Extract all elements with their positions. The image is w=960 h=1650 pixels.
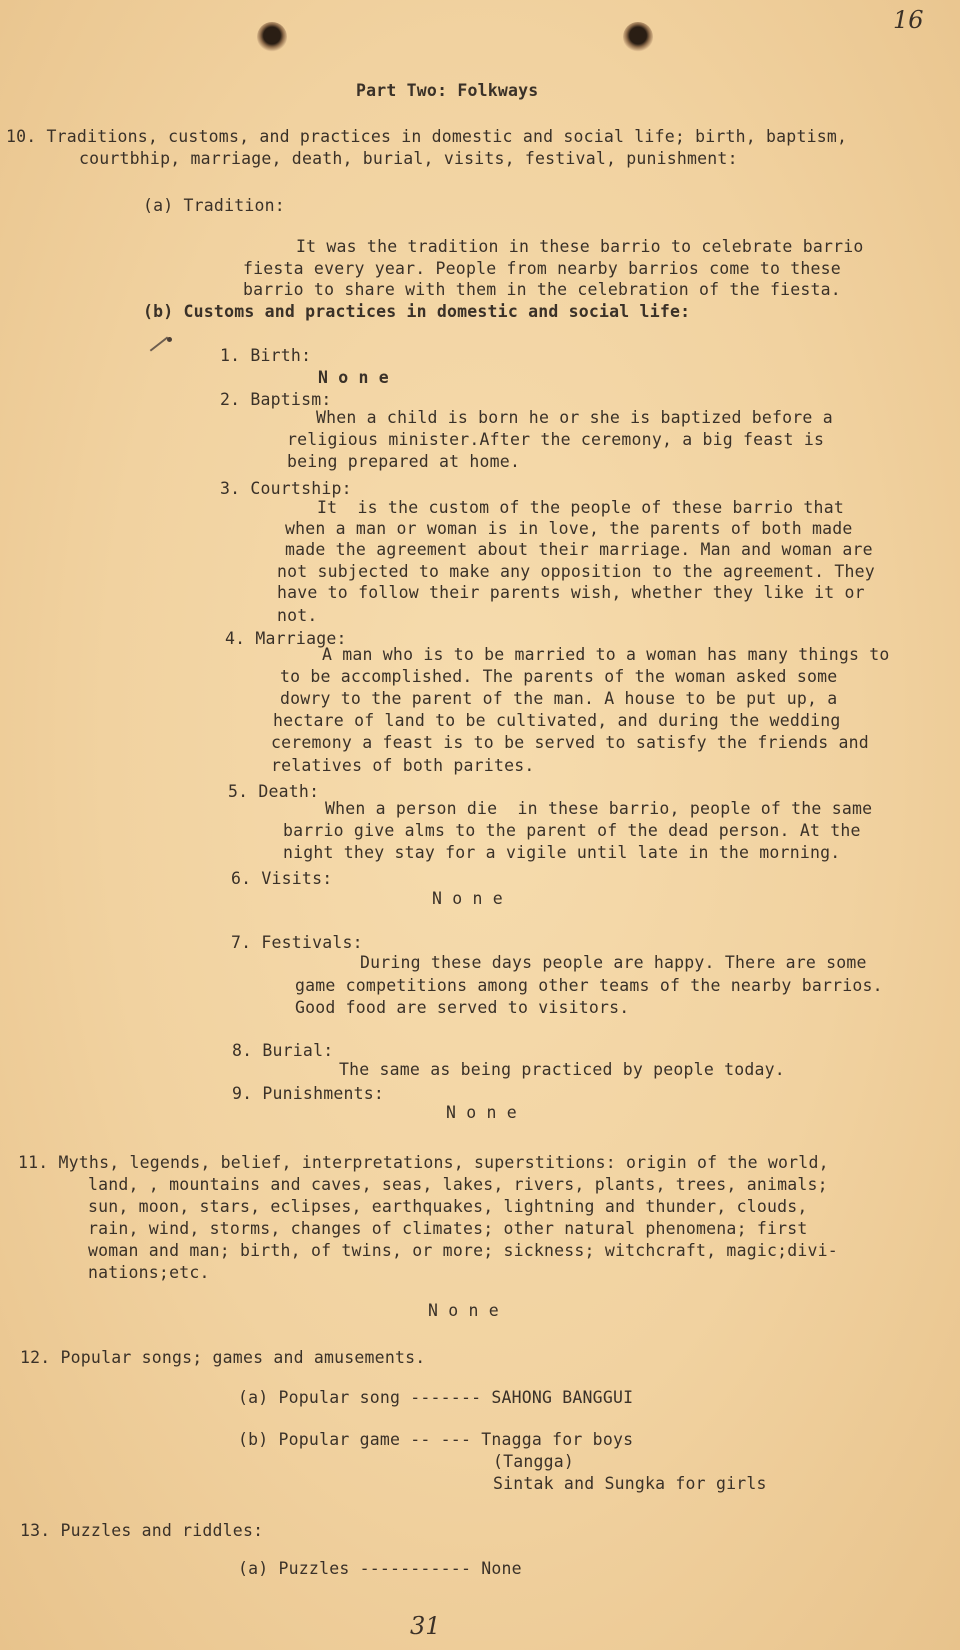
visits-label: 6. Visits: [231,869,333,888]
popular-song-line: (a) Popular song ------- SAHONG BANGGUI [238,1388,634,1407]
section-11-line: land, , mountains and caves, seas, lakes, rivers, plants, trees, animals; [88,1175,828,1194]
section-11-heading: 11. Myths, legends, belief, interpretations, superstitions: origin of the world, [18,1153,829,1172]
section-10-heading: 10. Traditions, customs, and practices in domestic and social life; birth, baptism, [6,127,848,146]
baptism-line: being prepared at home. [287,452,521,471]
section-11-answer: N o n e [428,1301,499,1320]
punishments-answer: N o n e [446,1103,517,1122]
baptism-label: 2. Baptism: [220,390,332,409]
section-11-line: rain, wind, storms, changes of climates; other natural phenomena; first [88,1219,808,1238]
section-11-line: nations;etc. [88,1263,210,1282]
marriage-line: ceremony a feast is to be served to satisfy the friends and [271,733,869,752]
tradition-line: barrio to share with them in the celebration of the fiesta. [243,280,841,299]
death-line: When a person die in these barrio, people of the same [325,799,873,818]
punch-hole-left [257,22,287,52]
baptism-line: When a child is born he or she is baptized before a [316,408,833,427]
festivals-line: game competitions among other teams of the nearby barrios. [295,976,883,995]
puzzles-line: (a) Puzzles ----------- None [238,1559,522,1578]
courtship-line: have to follow their parents wish, whether they like it or [277,583,865,602]
handwritten-page-number: 16 [893,6,924,34]
courtship-line: not. [277,606,318,625]
marriage-line: relatives of both parites. [271,756,535,775]
marriage-line: dowry to the parent of the man. A house to be put up, a [280,689,838,708]
burial-answer: The same as being practiced by people today. [339,1060,785,1079]
punishments-label: 9. Punishments: [232,1084,385,1103]
death-label: 5. Death: [228,782,320,801]
section-11-line: sun, moon, stars, eclipses, earthquakes, lightning and thunder, clouds, [88,1197,808,1216]
pencil-dot [167,337,172,342]
popular-game-line: (b) Popular game -- --- Tnagga for boys [238,1430,634,1449]
visits-answer: N o n e [432,889,503,908]
courtship-line: made the agreement about their marriage. Man and woman are [285,540,873,559]
tradition-line: fiesta every year. People from nearby barrios come to these [243,259,841,278]
popular-game-sub: Sintak and Sungka for girls [493,1474,767,1493]
punch-hole-right [623,22,653,52]
customs-label: (b) Customs and practices in domestic and social life: [143,302,691,321]
tradition-line: It was the tradition in these barrio to celebrate barrio [296,237,864,256]
festivals-line: During these days people are happy. There are some [360,953,867,972]
death-line: barrio give alms to the parent of the dead person. At the [283,821,861,840]
burial-label: 8. Burial: [232,1041,334,1060]
section-11-line: woman and man; birth, of twins, or more; sickness; witchcraft, magic;divi- [88,1241,838,1260]
marriage-line: to be accomplished. The parents of the woman asked some [280,667,838,686]
birth-answer: N o n e [318,368,389,387]
marriage-label: 4. Marriage: [225,629,347,648]
baptism-line: religious minister.After the ceremony, a big feast is [287,430,825,449]
festivals-label: 7. Festivals: [231,933,363,952]
tradition-label: (a) Tradition: [143,196,285,215]
pencil-check-mark [150,336,169,351]
birth-label: 1. Birth: [220,346,312,365]
section-13-heading: 13. Puzzles and riddles: [20,1521,264,1540]
section-12-heading: 12. Popular songs; games and amusements. [20,1348,426,1367]
popular-game-sub: (Tangga) [493,1452,575,1471]
courtship-label: 3. Courtship: [220,479,352,498]
marriage-line: A man who is to be married to a woman has many things to [322,645,890,664]
death-line: night they stay for a vigile until late in the morning. [283,843,841,862]
festivals-line: Good food are served to visitors. [295,998,630,1017]
marriage-line: hectare of land to be cultivated, and during the wedding [273,711,841,730]
page-title: Part Two: Folkways [356,81,539,100]
courtship-line: It is the custom of the people of these barrio that [317,498,844,517]
courtship-line: when a man or woman is in love, the parents of both made [285,519,853,538]
section-10-heading-cont: courtbhip, marriage, death, burial, visits, festival, punishment: [79,149,738,168]
handwritten-bottom-number: 31 [410,1612,441,1640]
courtship-line: not subjected to make any opposition to the agreement. They [277,562,875,581]
